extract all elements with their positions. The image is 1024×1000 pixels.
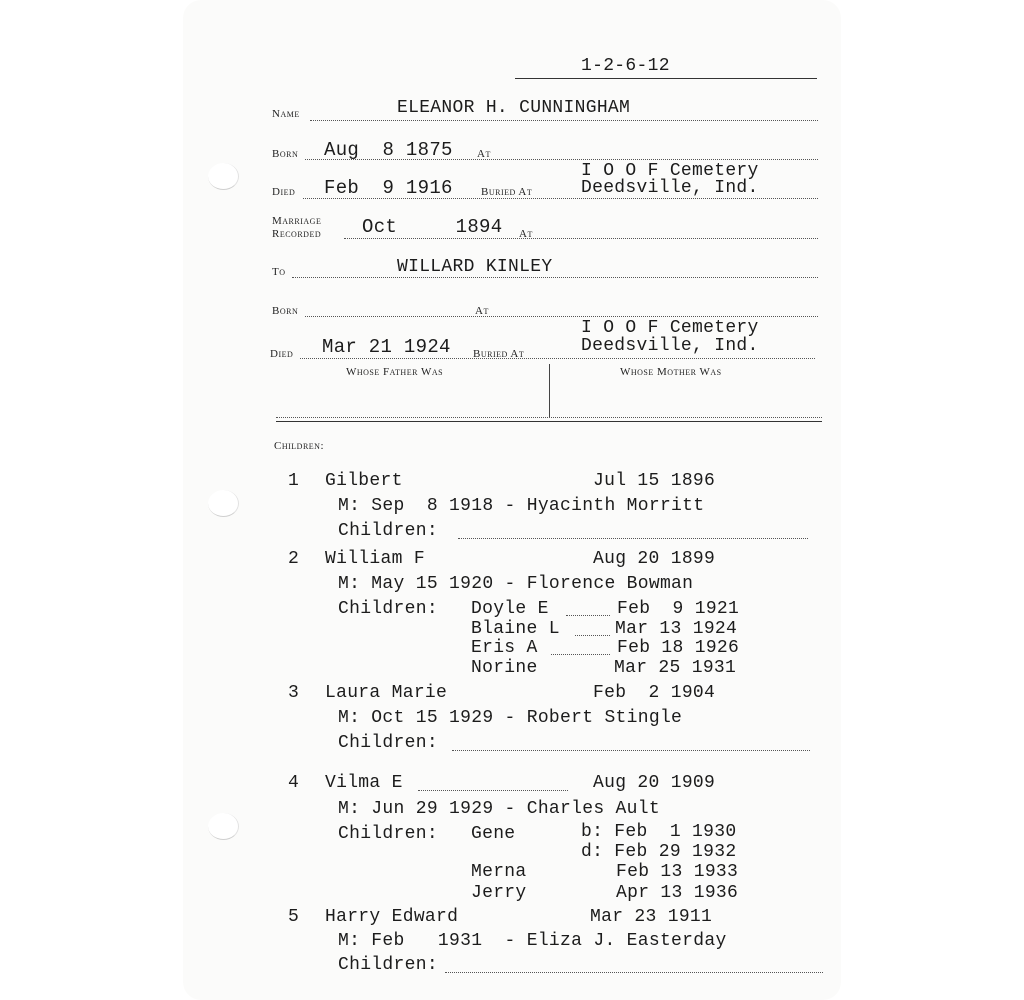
grandchild-name: Doyle E — [471, 599, 549, 619]
marriage-label: Marriage — [272, 215, 322, 227]
spouse-buried-line2: Deedsville, Ind. — [581, 336, 759, 356]
whose-mother-label: Whose Mother Was — [620, 366, 722, 378]
spouse-born-line — [305, 316, 818, 317]
child-number: 5 — [288, 907, 300, 927]
marriage-recorded: Oct 1894 — [362, 216, 503, 238]
child-children-line — [458, 538, 808, 539]
born-label: Born — [272, 148, 299, 160]
child-marriage: M: Oct 15 1929 - Robert Stingle — [338, 708, 683, 728]
subject-born: Aug 8 1875 — [324, 139, 453, 161]
child-marriage: M: Feb 1931 - Eliza J. Easterday — [338, 931, 727, 951]
grandchild-name: Jerry — [471, 883, 527, 903]
grandchild-name: Eris A — [471, 638, 538, 658]
child-name: William F — [325, 549, 425, 569]
grandchild-date: Feb 13 1933 — [616, 862, 739, 882]
punch-hole — [208, 490, 239, 517]
grandchild-name: Blaine L — [471, 619, 560, 639]
spouse-died: Mar 21 1924 — [322, 336, 451, 358]
divider — [515, 78, 817, 79]
child-marriage: M: Sep 8 1918 - Hyacinth Morritt — [338, 496, 705, 516]
buried-at-label: Buried At — [481, 186, 533, 198]
child-name: Gilbert — [325, 471, 403, 491]
grandchild-date: Feb 9 1921 — [617, 599, 740, 619]
spouse-died-line — [300, 358, 815, 359]
spouse-buried-line1: I O O F Cemetery — [581, 318, 759, 338]
child-number: 2 — [288, 549, 300, 569]
name-label: Name — [272, 108, 300, 120]
children-heading: Children: — [274, 440, 324, 452]
child-born: Mar 23 1911 — [590, 907, 713, 927]
child-born: Aug 20 1899 — [593, 549, 716, 569]
recorded-label: Recorded — [272, 228, 322, 240]
died-label: Died — [272, 186, 296, 198]
to-label: To — [272, 266, 286, 278]
section-divider — [276, 421, 822, 422]
child-children-label: Children: — [338, 521, 438, 541]
grandchild-date: Mar 13 1924 — [615, 619, 738, 639]
whose-father-label: Whose Father Was — [346, 366, 444, 378]
grandchild-leader — [575, 635, 610, 636]
child-marriage: M: Jun 29 1929 - Charles Ault — [338, 799, 660, 819]
born-at-label: At — [477, 148, 491, 160]
child-children-label: Children: — [338, 599, 438, 619]
spouse-born-at-label: At — [475, 305, 489, 317]
punch-hole — [208, 163, 239, 190]
file-number: 1-2-6-12 — [581, 56, 670, 76]
to-line — [292, 277, 818, 278]
subject-died: Feb 9 1916 — [324, 177, 453, 199]
child-children-line — [445, 972, 823, 973]
grandchild-date: Feb 18 1926 — [617, 638, 740, 658]
child-name-leader — [418, 790, 568, 791]
grandchild-name: Gene — [471, 824, 516, 844]
grandchild-leader — [551, 654, 610, 655]
child-children-label: Children: — [338, 955, 438, 975]
name-line — [310, 120, 818, 121]
child-children-line — [452, 750, 810, 751]
child-number: 4 — [288, 773, 300, 793]
child-children-label: Children: — [338, 733, 438, 753]
marriage-at-label: At — [519, 228, 533, 240]
child-born: Feb 2 1904 — [593, 683, 716, 703]
spouse-buried-at-label: Buried At — [473, 348, 525, 360]
spouse-name: WILLARD KINLEY — [397, 257, 553, 277]
child-name: Vilma E — [325, 773, 403, 793]
spouse-born-label: Born — [272, 305, 299, 317]
child-born: Aug 20 1909 — [593, 773, 716, 793]
grandchild-name: Merna — [471, 862, 527, 882]
subject-buried-line1: I O O F Cemetery — [581, 161, 759, 181]
child-number: 3 — [288, 683, 300, 703]
grandchild-date: d: Feb 29 1932 — [581, 842, 737, 862]
child-born: Jul 15 1896 — [593, 471, 716, 491]
grandchild-date: Mar 25 1931 — [614, 658, 737, 678]
subject-buried-line2: Deedsville, Ind. — [581, 178, 759, 198]
marriage-line — [344, 238, 818, 239]
child-number: 1 — [288, 471, 300, 491]
child-name: Laura Marie — [325, 683, 448, 703]
spouse-died-label: Died — [270, 348, 294, 360]
grandchild-date: b: Feb 1 1930 — [581, 822, 737, 842]
parents-line — [276, 417, 822, 418]
punch-hole — [208, 813, 239, 840]
child-name: Harry Edward — [325, 907, 459, 927]
grandchild-leader — [566, 615, 610, 616]
child-marriage: M: May 15 1920 - Florence Bowman — [338, 574, 694, 594]
child-children-label: Children: — [338, 824, 438, 844]
subject-name: ELEANOR H. CUNNINGHAM — [397, 98, 631, 118]
parents-divider — [549, 364, 550, 418]
grandchild-name: Norine — [471, 658, 538, 678]
grandchild-date: Apr 13 1936 — [616, 883, 739, 903]
